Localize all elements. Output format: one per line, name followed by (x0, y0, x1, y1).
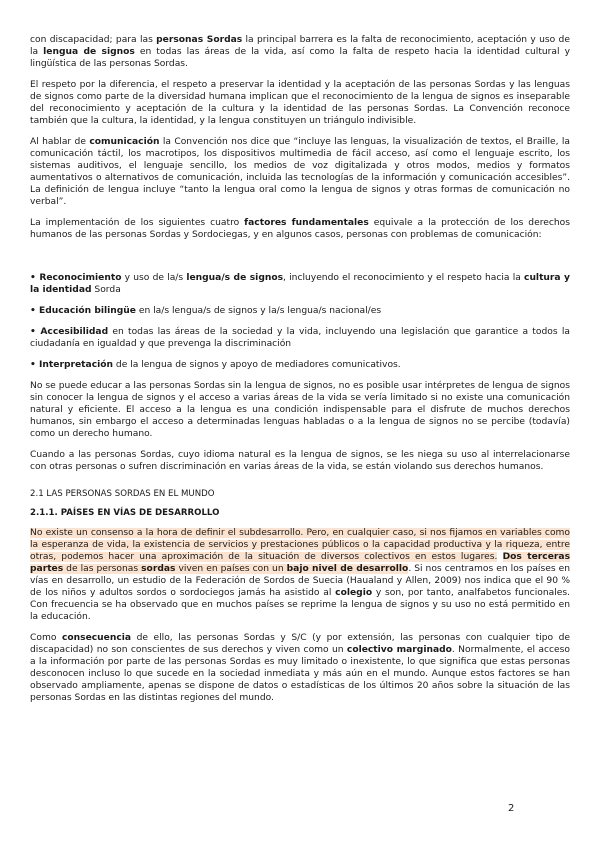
subsection-heading: 2.1.1. PAÍSES EN VÍAS DE DESARROLLO (30, 508, 220, 518)
paragraph-subdesarrollo: No existe un consenso a la hora de definir el subdesarrollo. Pero, en cualquier caso, si nos fijamos en variables como la esperanza de vida, la existencia de servicios y prestaciones públicos o la capacidad productiva y la riqueza, entre otras, podemos hacer una aproximación de la situación de diversos colectivos en estos lugares. Dos terceras partes de las personas sordas viven en países con un bajo nivel de desarrollo. Si nos centramos en los países en vías en desarrollo, un estudio de la Federación de Sordos de Suecia (Haualand y Allen, 2009) nos indica que el 90 % de los niños y adultos sordos o sordociegos jamás ha asistido al colegio y son, por tanto, analfabetos funcionales. Con frecuencia se ha observado que en muchos países se reprime la lengua de signos y su uso no está permitido en la educación. (30, 528, 570, 622)
paragraph-educar: No se puede educar a las personas Sordas sin la lengua de signos, no es posible usar intérpretes de lengua de signos sin conocer la lengua de signos y el acceso a varias áreas de la vida se vería limitado si no existe una comunicación natural y eficiente. El acceso a la lengua es una condición indispensable para el disfrute de muchos derechos humanos, sin embargo el acceso a determinadas lenguas habladas o a la lengua de signos no se percibe (todavía) como un derecho humano. (30, 381, 570, 439)
paragraph-respeto: El respeto por la diferencia, el respeto a preservar la identidad y la aceptación de las personas Sordas y las lenguas de signos como parte de la diversidad humana implican que el reconocimiento de la lengua de signos es inseparable del reconocimiento y aceptación de la cultura y la identidad de las personas Sordas. La Convención reconoce también que la cultura, la identidad, y la lengua constituyen un triángulo indivisible. (30, 80, 570, 126)
bullet-educacion: • Educación bilingüe en la/s lengua/s de signos y la/s lengua/s nacional/es (30, 306, 382, 316)
section-heading: 2.1 LAS PERSONAS SORDAS EN EL MUNDO (30, 489, 215, 499)
paragraph-factores: La implementación de los siguientes cuatro factores fundamentales equivale a la protección de los derechos humanos de las personas Sordas y Sordociegas, y en algunos casos, personas con problemas de comunicación: (30, 218, 570, 240)
paragraph-consecuencia: Como consecuencia de ello, las personas Sordas y S/C (y por extensión, las personas con cualquier tipo de discapacidad) no son conscientes de sus derechos y viven como un colectivo marginado. Normalmente, el acceso a la información por parte de las personas Sordas es muy limitado o inexistente, lo que significa que estas personas desconocen incluso lo que sucede en la sociedad inmediata y más aún en el mundo. Aunque estos factores se han observado ampliamente, apenas se dispone de datos o estadísticas de los últimos 20 años sobre la situación de las personas Sordas en las distintas regiones del mundo. (30, 633, 571, 703)
paragraph-derechos: Cuando a las personas Sordas, cuyo idioma natural es la lengua de signos, se les niega su uso al interrelacionarse con otras personas o sufren discriminación en varias áreas de la vida, se están violando sus derechos humanos. (30, 450, 570, 472)
highlighted-text: No existe un consenso a la hora de definir el subdesarrollo. Pero, en cualquier caso, si nos fijamos en variables como la esperanza de vida, la existencia de servicios y prestaciones públicos o la capacidad productiva y la riqueza, entre otras, podemos hacer una aproximación de la situación de diversos colectivos en estos lugares. (30, 528, 570, 562)
bullet-accesibilidad: • Accesibilidad en todas las áreas de la sociedad y la vida, incluyendo una legislación que garantice a todos la ciudadanía en igualdad y que prevenga la discriminación (30, 327, 570, 349)
paragraph-comunicacion: Al hablar de comunicación la Convención nos dice que “incluye las lenguas, la visualización de textos, el Braille, la comunicación táctil, los macrotipos, los dispositivos multimedia de fácil acceso, así como el lenguaje escrito, los sistemas auditivos, el lenguaje sencillo, los medios de voz digitalizada y otros modos, medios y formatos aumentativos o alternativos de comunicación, incluida las tecnologías de la información y comunicación accesibles”. La definición de lengua incluye “tanto la lengua oral como la lengua de signos y otras formas de comunicación no verbal”. (30, 137, 570, 207)
bullet-reconocimiento: • Reconocimiento y uso de la/s lengua/s de signos, incluyendo el reconocimiento y el respeto hacia la cultura y la identidad Sorda (30, 273, 570, 295)
document-page (30, 34, 570, 713)
bullet-interpretacion: • Interpretación de la lengua de signos y apoyo de mediadores comunicativos. (30, 360, 401, 370)
page-number: 2 (508, 803, 515, 814)
paragraph-intro: con discapacidad; para las personas Sordas la principal barrera es la falta de reconocimiento, aceptación y uso de la lengua de signos en todas las áreas de la vida, así como la falta de respeto hacia la identidad cultural y lingüística de las personas Sordas. (30, 35, 570, 69)
